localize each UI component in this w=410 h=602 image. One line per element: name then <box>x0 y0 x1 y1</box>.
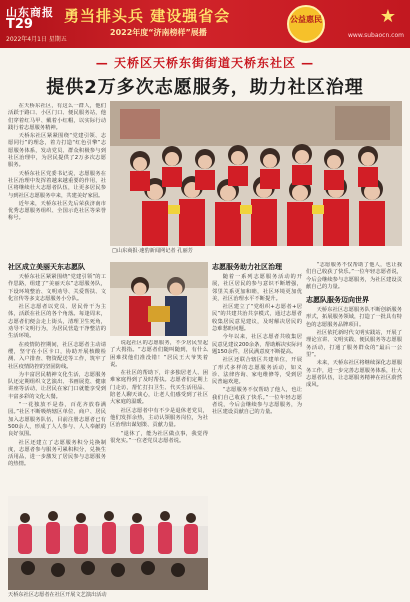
kicker-dash-left: — <box>95 56 114 70</box>
body-paragraph: 天桥东社区志愿服务队不断创新服务形式，拓展服务领域，打造了一批具有特色的志愿服务品牌项目。 <box>306 307 402 328</box>
lead-paragraph: 天桥东社区党委书记说，志愿服务在社区治理中发挥着越来越重要的作用，社区将继续壮大志愿者队伍，让更多居民参与到社区志愿服务中来，共建美好家园。 <box>8 170 106 199</box>
body-paragraph: “退休了，能为社区做点事，我觉得很充实。”一位老党员志愿者说。 <box>110 430 208 444</box>
site-url: www.subaocn.com <box>348 32 404 39</box>
body-paragraph: “志愿服务不仅帮助了他人，也让我们自己收获了快乐。”一位年轻志愿者说，今后会继续参与志愿服务，为社区建设贡献自己的力量。 <box>212 387 302 416</box>
body-paragraph: 说起社区的志愿服务，不少居民竖起了大拇指。“志愿者们随叫随到，有什么困难找他们准没错！”居民王大爷笑着说。 <box>110 340 208 368</box>
body-paragraph: 在社区的帮助下，许多独居老人、困难家庭得到了及时帮扶。志愿者们定期上门走访，帮忙打扫卫生、代买生活用品、陪老人聊天谈心，让老人们感受到了社区大家庭的温暖。 <box>110 370 208 406</box>
lead-column <box>8 103 106 243</box>
body-paragraph: 未来，天桥东社区将继续深化志愿服务工作，进一步完善志愿服务体系，壮大志愿者队伍，让志愿服务精神在社区蔚然成风。 <box>306 360 402 389</box>
body-paragraph: “一花独放不是春，百花齐放春满园。”社区不断吸纳辖区单位、商户、居民加入志愿服务队伍，目前注册志愿者已有500余人，形成了人人参与、人人奉献的良好氛围。 <box>8 402 106 438</box>
masthead-banner <box>0 0 410 48</box>
lead-paragraph: 天桥东社区紧紧围绕“党建引领、志愿同行”的理念，着力打造“红色引擎”志愿服务体系，发动党员、群众积极参与到社区治理中，为居民提供了2万多次志愿服务。 <box>8 133 106 169</box>
badge-label: 公益惠民 <box>290 15 322 24</box>
volunteer-portrait-photo <box>110 262 208 336</box>
body-paragraph: 社区志愿者中有不少是退休老党员，他们发挥余热，主动认领服务岗位，为社区治理出谋划策、贡献力量。 <box>110 407 208 429</box>
performance-photo-illustration <box>8 496 208 590</box>
lead-paragraph: 在天桥东社区，有这么一群人，他们活跃于路口、小区门口、便民服务站，他们穿着红马甲、戴着小红帽，以实际行动践行着志愿服务精神。 <box>8 103 106 131</box>
body-paragraph: 今年以来，社区志愿者共收集居民意见建议200余条，帮助解决实际问题150余件，居民满意度不断提高。 <box>212 334 302 355</box>
paper-name: 山东商报 <box>6 6 54 19</box>
right-column-b <box>306 262 402 592</box>
performance-photo <box>8 496 208 590</box>
article-kicker <box>0 54 410 71</box>
body-paragraph: 天桥东社区紧紧围绕“党建引领”的工作思路，组建了“美丽天东”志愿服务队，下设环境整治、文明劝导、关爱帮扶、文化宣传等多支志愿服务小分队。 <box>8 274 106 302</box>
volunteer-group-photo <box>110 101 402 246</box>
body-paragraph: 在疫情防控期间，社区志愿者主动请缨，坚守在小区卡口，协助开展核酸检测、入户排查、物资配送等工作，筑牢了社区疫情防控的坚固防线。 <box>8 341 106 370</box>
top-photo-caption: □山东商报·速豹新闻网记者 孔丽芳 <box>112 248 193 254</box>
kicker-dash-right: — <box>296 56 315 70</box>
bottom-photo-caption: 天桥东社区志愿者在社区开展文艺演出活动 <box>8 592 107 598</box>
middle-column <box>110 340 208 490</box>
page-code: T29 <box>6 17 33 32</box>
lead-paragraph: 近年来，天桥东社区先后荣获济南市优秀志愿服务组织、全国示范社区等荣誉称号。 <box>8 200 106 222</box>
body-paragraph: 社区建立了“党组织+志愿者+居民”的共建共治共享模式，通过志愿者收集居民意见建议，及时解决居民的急难愁盼问题。 <box>212 304 302 333</box>
body-paragraph: 社区志愿者以党员、居民骨干为主体，活跃在社区的各个角落。每逢周末，志愿者们便会走上街头，清理卫生死角，劝导不文明行为，为居民营造干净整洁的生活环境。 <box>8 304 106 340</box>
body-paragraph: 社区还联合辖区共建单位，开展了形式多样的志愿服务活动，如义诊、法律咨询、家电维修等，受到居民普遍欢迎。 <box>212 357 302 386</box>
body-paragraph: 随着一系列志愿服务活动的开展，社区居民的参与意识不断增强，邻里关系更加和睦，社区环境更加优美，社区治理水平不断提升。 <box>212 274 302 302</box>
body-paragraph: “志愿服务不仅帮助了他人，也让我们自己收获了快乐。”一位年轻志愿者说，今后会继续参与志愿服务，为社区建设贡献自己的力量。 <box>306 262 402 290</box>
body-paragraph: 社区还建立了志愿服务积分兑换制度，志愿者参与服务可累积积分，兑换生活用品，进一步激发了居民参与志愿服务的热情。 <box>8 439 106 468</box>
section-title-serve-world: 志愿队服务迈向世界 <box>306 296 369 305</box>
body-paragraph: 为丰富居民精神文化生活，志愿服务队还定期组织文艺演出、书画展览、健康讲座等活动，让居民在家门口就能享受到丰富多彩的文化大餐。 <box>8 371 106 400</box>
masthead-slogan: 勇当排头兵 建设强省会 <box>64 7 231 25</box>
right-column-a <box>212 262 302 592</box>
section-title-volunteer-team: 社区成立美丽天东志愿队 <box>8 263 85 271</box>
public-welfare-badge <box>287 5 325 43</box>
star-icon: ★ <box>379 6 396 27</box>
date-line: 2022年4月1日 星期五 <box>6 36 67 43</box>
masthead-subslogan: 2022年度“济南榜样”展播 <box>110 28 207 37</box>
article-headline: 提供2万多次志愿服务，助力社区治理 <box>46 77 364 98</box>
volunteer-portrait-illustration <box>110 262 208 336</box>
volunteer-group-photo-illustration <box>110 101 402 246</box>
body-paragraph: 社区依托新时代文明实践站，开展了理论宣讲、文明实践、便民服务等志愿服务活动，打通了服务群众的“最后一公里”。 <box>306 330 402 358</box>
kicker-text: 天桥区天桥东街街道天桥东社区 <box>113 56 296 70</box>
section-title-community-governance: 志愿服务助力社区治理 <box>212 263 282 271</box>
